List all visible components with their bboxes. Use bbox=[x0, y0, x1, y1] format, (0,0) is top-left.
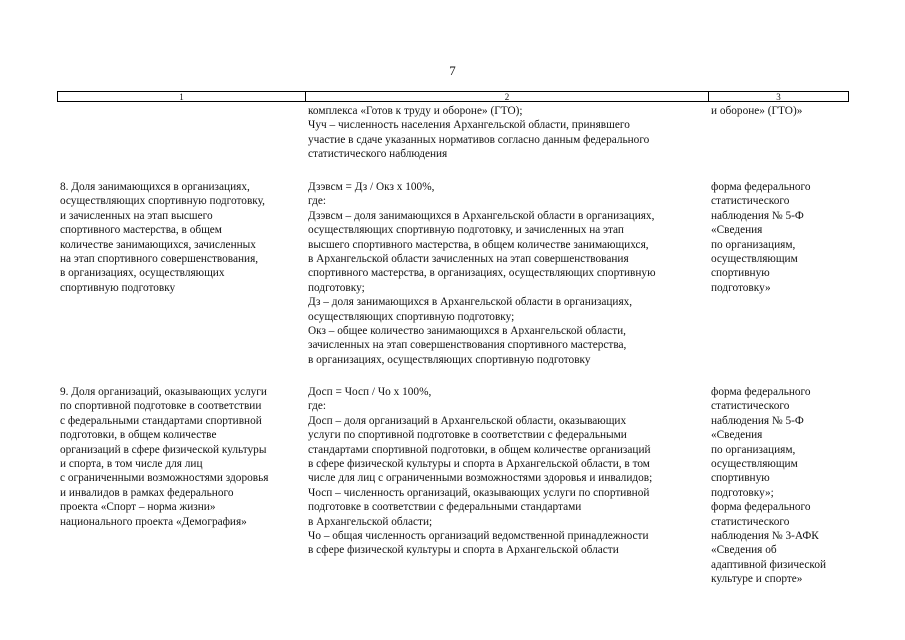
header-col-2: 2 bbox=[306, 92, 709, 101]
page-number: 7 bbox=[449, 63, 456, 78]
row-continuation-formula: комплекса «Готов к труду и обороне» (ГТО); Чуч – численность населения Архангельской области, принявшего участие в сдаче указанных нормативов согласно данным федерального статистического наблюдения bbox=[308, 105, 650, 161]
row-8-formula: Дзэвсм = Дз / Окз x 100%, где: Дзэвсм – доля занимающихся в Архангельской области в организациях, осуществляющих спортивную подготовку, и зачисленных на этап высшего спортивного мастерства, в общем количестве занимающихся, в Архангельской области зачисленных на этап совершенствования спортивного мастерства, в организациях, осуществляющих спортивную подготовку; Дз – доля занимающихся в Архангельской области в организациях, осуществляющих спортивную подготовку; Окз – общее количество занимающихся в Архангельской области, зачисленных на этап совершенствования спортивного мастерства, в организациях, осуществляющих спортивную подготовку bbox=[308, 181, 656, 366]
row-9-formula: Досп = Чосп / Чо x 100%, где: Досп – доля организаций в Архангельской области, оказывающих услуги по спортивной подготовке в соответствии с федеральными стандартами спортивной подготовки, в общем количестве организаций в сфере физической культуры и спорта в Архангельской области, в том числе для лиц с ограниченными возможностями здоровья и инвалидов; Чосп – численность организаций, оказывающих услуги по спортивной подготовке в соответствии с федеральными стандартами в Архангельской области; Чо – общая численность организаций ведомственной принадлежности в сфере физической культуры и спорта в Архангельской области bbox=[308, 386, 653, 557]
row-8-indicator-name: 8. Доля занимающихся в организациях, осуществляющих спортивную подготовку, и зачисленных на этап высшего спортивного мастерства, в общем количестве занимающихся, зачисленных на этап спортивного совершенствования, в организациях, осуществляющих спортивную подготовку bbox=[60, 181, 265, 294]
row-9-indicator-name: 9. Доля организаций, оказывающих услуги по спортивной подготовке в соответствии с федеральными стандартами спортивной подготовки, в общем количестве организаций в сфере физической культуры и спорта, в том числе для лиц с ограниченными возможностями здоровья и инвалидов в рамках федерального проекта «Спорт – норма жизни» национального проекта «Демография» bbox=[60, 386, 269, 528]
table-header-row bbox=[57, 91, 849, 102]
header-col-3: 3 bbox=[776, 92, 781, 102]
row-8-source: форма федерального статистического наблюдения № 5-Ф «Сведения по организациям, осуществляющим спортивную подготовку» bbox=[711, 181, 811, 294]
header-col-1: 1 bbox=[58, 92, 306, 101]
row-9-source: форма федерального статистического наблюдения № 5-Ф «Сведения по организациям, осуществляющим спортивную подготовку»; форма федерального статистического наблюдения № 3-АФК «Сведения об адаптивной физической культуре и спорте» bbox=[711, 386, 827, 586]
row-continuation-source: и обороне» (ГТО)» bbox=[711, 105, 803, 117]
